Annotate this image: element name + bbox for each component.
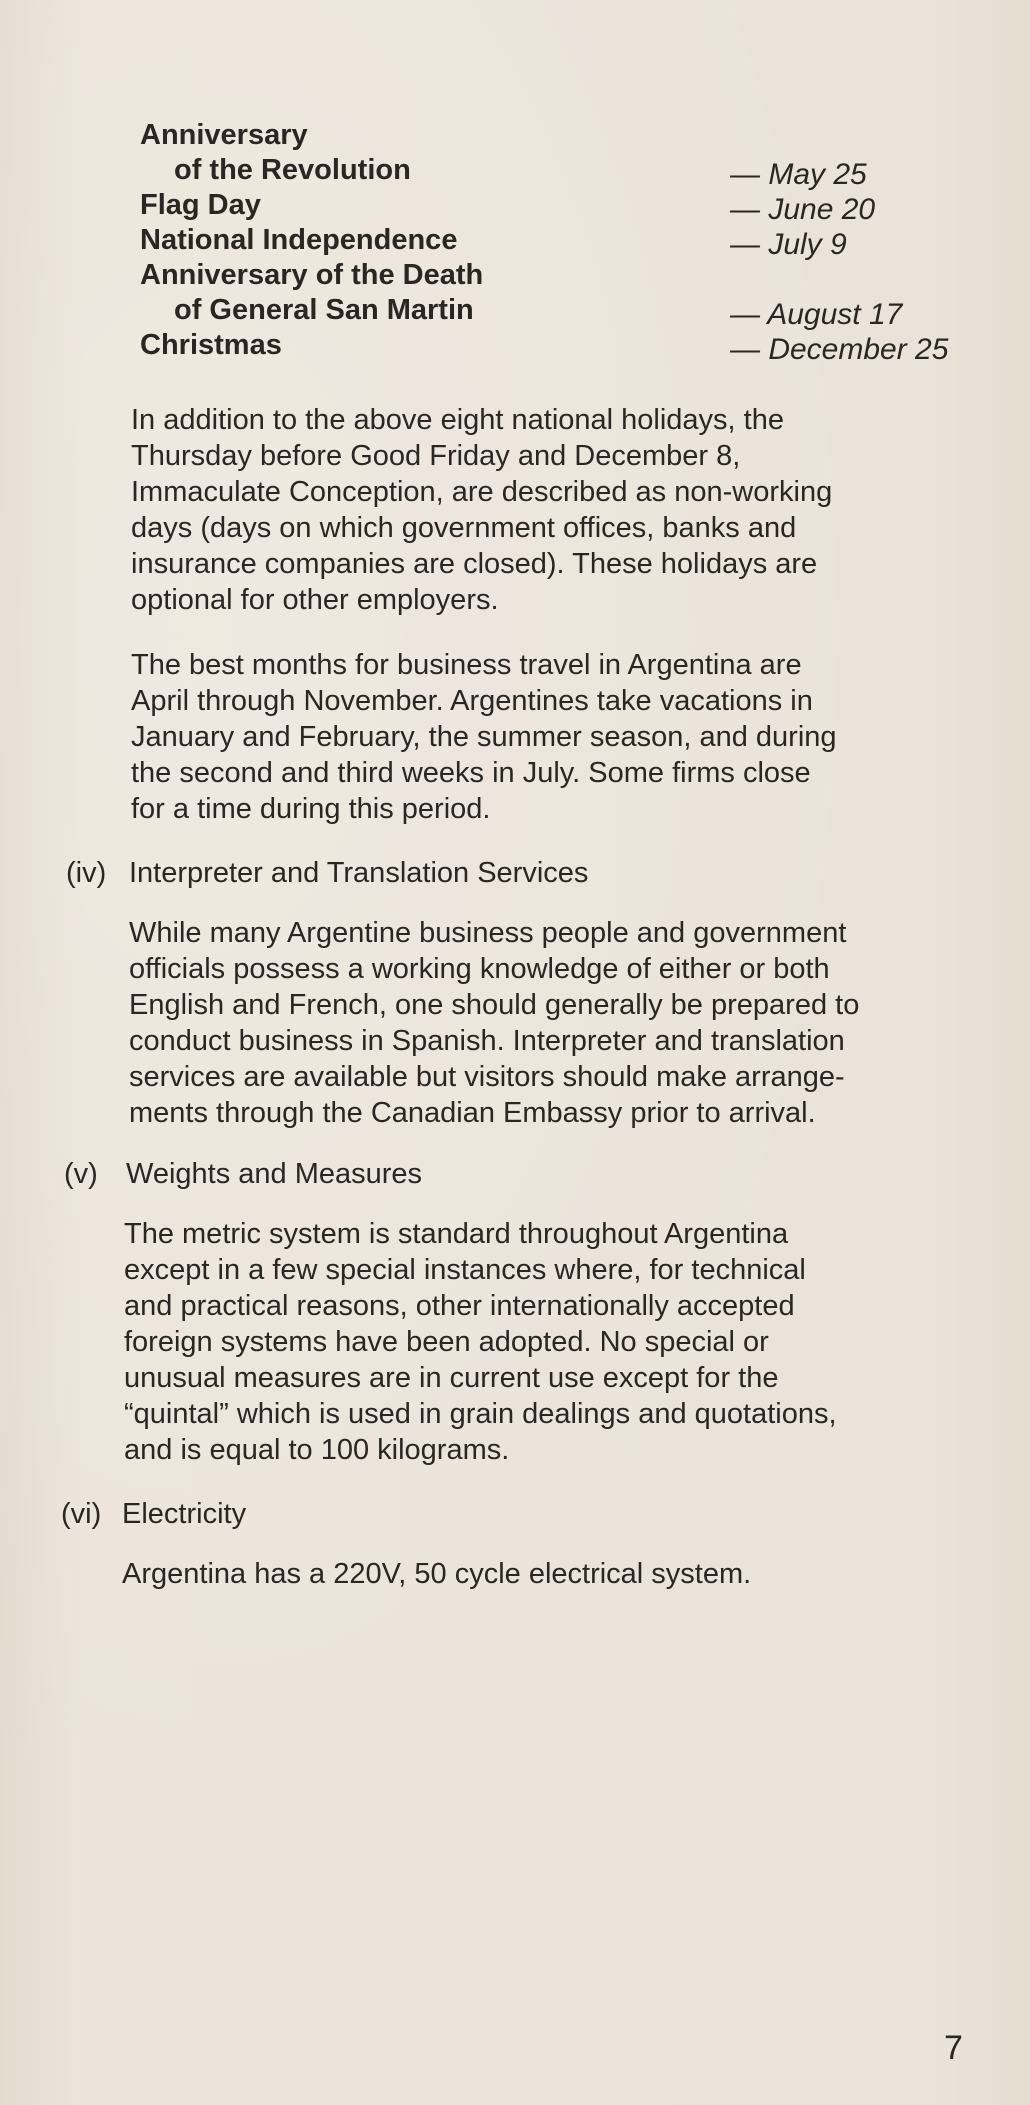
paragraph-line: optional for other employers. bbox=[131, 584, 499, 616]
paragraph-line: unusual measures are in current use except for the bbox=[124, 1362, 779, 1394]
holiday-row bbox=[140, 328, 1000, 366]
paragraph-line: “quintal” which is used in grain dealings and quotations, bbox=[124, 1398, 837, 1430]
paragraph-line: days (days on which government offices, banks and bbox=[131, 512, 797, 544]
paragraph-line: for a time during this period. bbox=[131, 793, 491, 825]
holiday-date: — June 20 bbox=[730, 193, 876, 226]
paragraph-line: Thursday before Good Friday and December 8, bbox=[131, 440, 741, 472]
paragraph-line: January and February, the summer season, and during bbox=[131, 721, 837, 753]
paragraph-line: and practical reasons, other internationally accepted bbox=[124, 1290, 795, 1322]
paragraph-line: The best months for business travel in Argentina are bbox=[131, 649, 802, 681]
paragraph-line: While many Argentine business people and government bbox=[129, 917, 847, 949]
holiday-date: — May 25 bbox=[730, 158, 867, 191]
electricity-paragraph bbox=[122, 1556, 751, 1592]
holiday-date: — December 25 bbox=[730, 333, 949, 366]
non-working-days-paragraph bbox=[131, 402, 832, 618]
section-title: Weights and Measures bbox=[126, 1158, 423, 1190]
paragraph-line: services are available but visitors should make arrange- bbox=[129, 1061, 845, 1093]
paragraph-line: the second and third weeks in July. Some firms close bbox=[131, 757, 811, 789]
holiday-name: Christmas bbox=[140, 329, 282, 361]
holiday-name: Flag Day bbox=[140, 189, 261, 221]
section-number: (v) bbox=[64, 1158, 98, 1190]
paragraph-line: Immaculate Conception, are described as non-working bbox=[131, 476, 833, 508]
holiday-row bbox=[140, 293, 1000, 331]
holiday-date: — July 9 bbox=[730, 228, 847, 261]
section-title: Electricity bbox=[122, 1498, 247, 1530]
holiday-row bbox=[140, 118, 1000, 153]
holiday-name: Anniversary of the Death bbox=[140, 259, 484, 291]
paragraph-line: Argentina has a 220V, 50 cycle electrical system. bbox=[122, 1558, 752, 1590]
holiday-name: of General San Martin bbox=[174, 294, 474, 326]
weights-measures-paragraph bbox=[124, 1216, 837, 1468]
holiday-name: National Independence bbox=[140, 224, 458, 256]
paragraph-line: The metric system is standard throughout Argentina bbox=[124, 1218, 789, 1250]
paragraph-line: insurance companies are closed). These holidays are bbox=[131, 548, 818, 580]
holiday-row bbox=[140, 153, 1000, 191]
holiday-row bbox=[140, 223, 1000, 261]
paragraph-line: conduct business in Spanish. Interpreter and translation bbox=[129, 1025, 845, 1057]
paragraph-line: except in a few special instances where, for technical bbox=[124, 1254, 806, 1286]
section-title: Interpreter and Translation Services bbox=[129, 857, 589, 889]
page-number: 7 bbox=[944, 2029, 963, 2067]
paragraph-line: April through November. Argentines take vacations in bbox=[131, 685, 813, 717]
section-number: (vi) bbox=[61, 1498, 102, 1530]
paragraph-line: In addition to the above eight national holidays, the bbox=[131, 404, 784, 436]
section-number: (iv) bbox=[66, 857, 107, 889]
holiday-table bbox=[140, 118, 1000, 366]
holiday-row bbox=[140, 188, 1000, 226]
holiday-name: Anniversary bbox=[140, 119, 308, 151]
interpreter-services-paragraph bbox=[129, 915, 859, 1131]
business-travel-paragraph bbox=[131, 647, 837, 827]
paragraph-line: ments through the Canadian Embassy prior to arrival. bbox=[129, 1097, 816, 1129]
holiday-date: — August 17 bbox=[730, 298, 903, 331]
paragraph-line: officials possess a working knowledge of either or both bbox=[129, 953, 830, 985]
paragraph-line: English and French, one should generally be prepared to bbox=[129, 989, 860, 1021]
paragraph-line: and is equal to 100 kilograms. bbox=[124, 1434, 510, 1466]
holiday-name: of the Revolution bbox=[174, 154, 411, 186]
paragraph-line: foreign systems have been adopted. No special or bbox=[124, 1326, 769, 1358]
holiday-row bbox=[140, 258, 1000, 293]
